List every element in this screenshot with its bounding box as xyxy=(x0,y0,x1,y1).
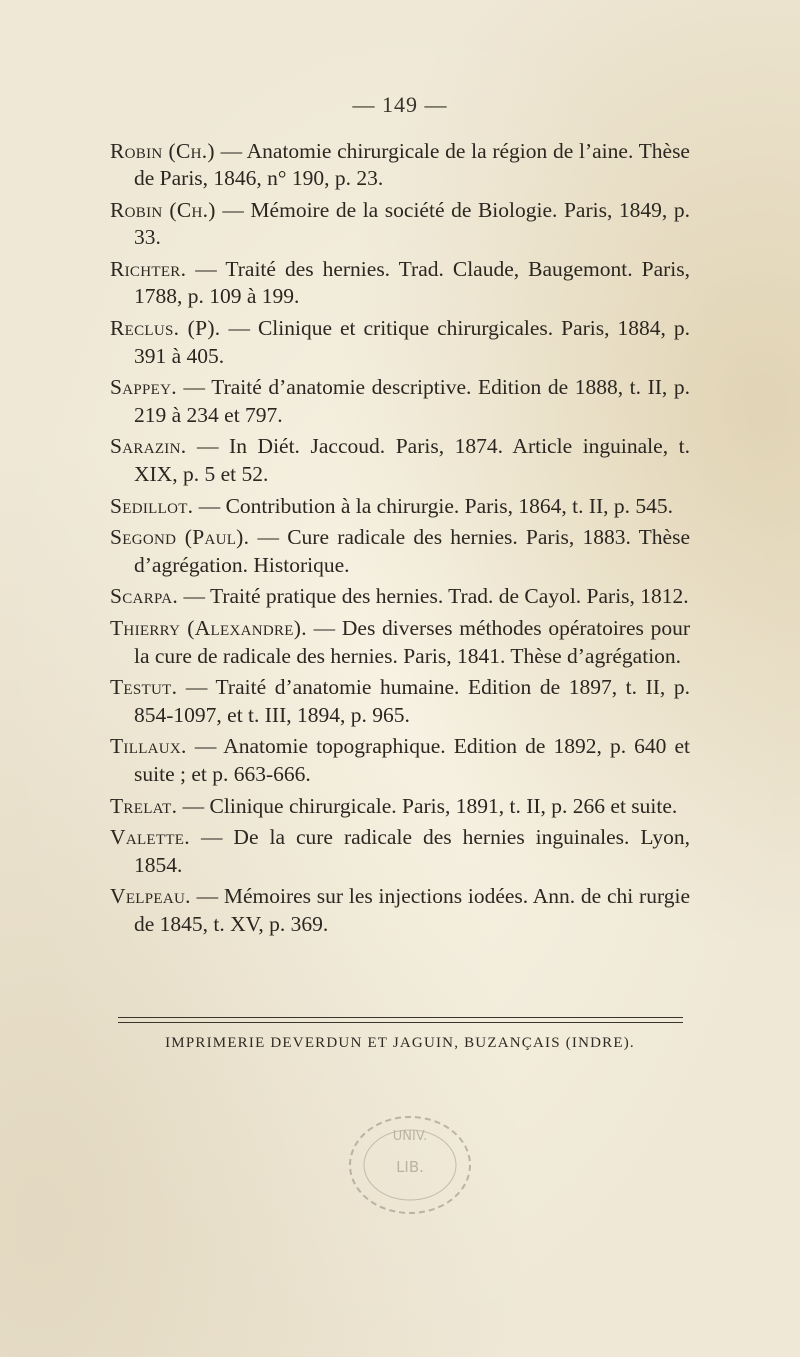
bibliography-entry xyxy=(110,493,690,520)
entry-text: — Anatomie chirurgicale de la région de l’aine. Thèse de Paris, 1846, n° 190, p. 23. xyxy=(134,139,690,191)
stamp-top-text: UNIV. xyxy=(392,1129,428,1144)
bibliography-entry xyxy=(110,883,690,938)
entry-author: Richter. xyxy=(110,257,187,282)
entry-author: Segond (Paul). xyxy=(110,525,250,550)
entry-author: Velpeau. xyxy=(110,884,191,909)
bibliography-entry xyxy=(110,824,690,879)
entry-text: — Des diverses méthodes opératoires pour la cure de radicale des hernies. Paris, 1841. Thèse d’agrégation. xyxy=(134,616,690,668)
page-number: — 149 — xyxy=(352,92,448,117)
library-stamp-icon xyxy=(340,1110,480,1220)
bibliography-entry xyxy=(110,138,690,193)
entry-author: Trelat. xyxy=(110,793,178,818)
bibliography-entry xyxy=(110,615,690,670)
bibliography-entry xyxy=(110,374,690,429)
entry-author: Thierry (Alexandre). xyxy=(110,616,307,641)
imprint-line: IMPRIMERIE DEVERDUN ET JAGUIN, BUZANÇAIS (INDRE). xyxy=(165,1035,635,1051)
entry-author: Robin (Ch.) xyxy=(110,139,215,163)
divider-rule-thin xyxy=(118,1022,683,1023)
bibliography-entry xyxy=(110,433,690,488)
entry-text: — Anatomie topographique. Edition de 1892, p. 640 et suite ; et p. 663-666. xyxy=(134,734,690,786)
entry-author: Tillaux. xyxy=(110,734,187,759)
bibliography-entry xyxy=(110,197,690,252)
bibliography-entry xyxy=(110,733,690,788)
bibliography-entry xyxy=(110,315,690,370)
entry-text: — Clinique et critique chirurgicales. Paris, 1884, p. 391 à 405. xyxy=(134,316,690,368)
bibliography-entry xyxy=(110,674,690,729)
entry-text: — Cure radicale des hernies. Paris, 1883. Thèse d’agrégation. Historique. xyxy=(134,525,690,577)
entry-text: — Traité d’anatomie descriptive. Edition de 1888, t. II, p. 219 à 234 et 797. xyxy=(134,375,690,427)
bibliography-entry xyxy=(110,524,690,579)
entry-text: — Clinique chirurgicale. Paris, 1891, t. II, p. 266 et suite. xyxy=(177,793,678,818)
entry-text: — Traité d’anatomie humaine. Edition de 1897, t. II, p. 854-1097, et t. III, 1894, p. 965. xyxy=(134,675,690,727)
entry-author: Sappey. xyxy=(110,375,177,400)
bibliography-list xyxy=(110,138,690,943)
bibliography-entry xyxy=(110,583,690,610)
entry-text: — Mémoires sur les injections iodées. Ann. de chi rurgie de 1845, t. XV, p. 369. xyxy=(134,884,690,936)
entry-author: Scarpa. xyxy=(110,584,179,609)
entry-text: — In Diét. Jaccoud. Paris, 1874. Article inguinale, t. XIX, p. 5 et 52. xyxy=(134,434,690,486)
entry-text: — Mémoire de la société de Biologie. Paris, 1849, p. 33. xyxy=(134,198,690,250)
bibliography-entry xyxy=(110,256,690,311)
entry-author: Testut. xyxy=(110,675,178,700)
divider-rule xyxy=(118,1017,683,1018)
entry-text: — De la cure radicale des hernies inguinales. Lyon, 1854. xyxy=(134,825,690,877)
entry-author: Sarazin. xyxy=(110,434,187,459)
entry-text: — Traité des hernies. Trad. Claude, Baugemont. Paris, 1788, p. 109 à 199. xyxy=(134,257,690,309)
entry-author: Sedillot. xyxy=(110,493,194,518)
entry-text: — Traité pratique des hernies. Trad. de Cayol. Paris, 1812. xyxy=(178,584,689,609)
bibliography-entry xyxy=(110,793,690,820)
stamp-center-text: LIB. xyxy=(396,1158,424,1176)
entry-author: Reclus. (P). xyxy=(110,316,221,341)
entry-author: Robin (Ch.) xyxy=(110,198,216,223)
entry-text: — Contribution à la chirurgie. Paris, 1864, t. II, p. 545. xyxy=(193,493,674,518)
entry-author: Valette. xyxy=(110,825,190,850)
